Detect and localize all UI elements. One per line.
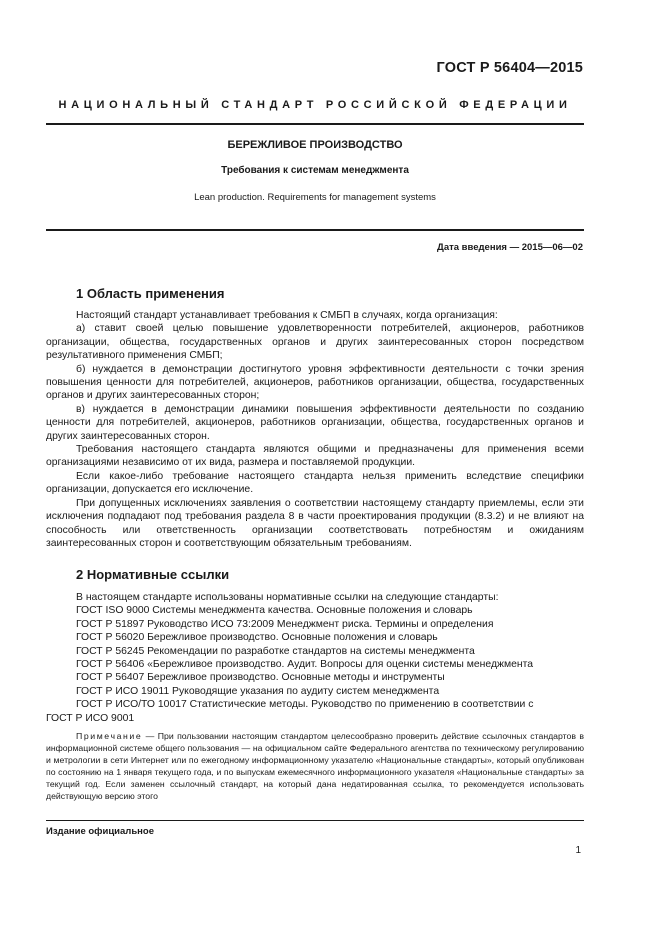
document-subtitle: Требования к системам менеджмента [221, 165, 409, 176]
intro-date: Дата введения — 2015—06—02 [437, 242, 583, 253]
bottom-rule [46, 820, 584, 821]
paragraph: При допущенных исключениях заявления о соответствии настоящему стандарту приемлемы, если эти исключения подпадают под требования раздела 8 в части проектирования продукции (8.3.2) и не влияют на способность или ответственность организации соответствовать потребностям и ожиданиям заинтересованных сторон и соответствующим обязательным требованиям. [46, 497, 584, 549]
national-standard-banner: НАЦИОНАЛЬНЫЙ СТАНДАРТ РОССИЙСКОЙ ФЕДЕРАЦИИ [58, 99, 572, 111]
reference-item-continuation: ГОСТ Р ИСО 9001 [46, 712, 135, 724]
reference-item: ГОСТ Р ИСО/ТО 10017 Статистические методы. Руководство по применению в соответствии с [76, 699, 534, 711]
paragraph: В настоящем стандарте использованы нормативные ссылки на следующие стандарты: [76, 592, 499, 603]
paragraph: Настоящий стандарт устанавливает требования к СМБП в случаях, когда организация: [76, 310, 498, 321]
paragraph: а) ставит своей целью повышение удовлетворенности потребителей, акционеров, работников организации, общества, государственных органов и других заинтересованных сторон посредством результативного применения СМБП; [46, 323, 584, 362]
paragraph: Если какое-либо требование настоящего стандарта нельзя применить вследствие специфики организации, допускается его исключение. [46, 470, 584, 496]
paragraph: б) нуждается в демонстрации достигнутого уровня эффективности деятельности с точки зрения повышения ценности для потребителей, акционеров, работников организации, общества, государственных органов и других заинтересованных сторон; [46, 363, 584, 402]
reference-item: ГОСТ Р 56407 Бережливое производство. Основные методы и инструменты [76, 672, 445, 684]
note [46, 730, 584, 803]
reference-item: ГОСТ Р 56406 «Бережливое производство. Аудит. Вопросы для оценки системы менеджмента [76, 659, 534, 671]
reference-item: ГОСТ Р 56245 Рекомендации по разработке стандартов на системы менеджмента [76, 645, 475, 657]
section-1-body [46, 309, 584, 550]
reference-item: ГОСТ Р ИСО 19011 Руководящие указания по аудиту систем менеджмента [76, 685, 440, 697]
section-2-body [46, 591, 584, 725]
note-text: — При пользовании настоящим стандартом целесообразно проверить действие ссылочных стандартов в информационной системе общего пользования — на официальном сайте Федерального агентства по техническому регулированию и метрологии в сети Интернет или по ежегодному информационному указателю «Национальные стандарты», который опубликован по состоянию на 1 января текущего года, и по выпускам ежемесячного информационного указателя «Национальные стандарты» за текущий год. Если заменен ссылочный стандарт, на который дана недатированная ссылка, то рекомендуется использовать действующую версию этого [46, 731, 584, 802]
gost-code: ГОСТ Р 56404—2015 [436, 60, 583, 76]
document-title: БЕРЕЖЛИВОЕ ПРОИЗВОДСТВО [227, 139, 403, 151]
paragraph: в) нуждается в демонстрации динамики повышения эффективности деятельности по созданию ценности для потребителей, акционеров, работников организации, общества, государственных органов и других заинтересованных сторон. [46, 403, 584, 442]
reference-item: ГОСТ Р 51897 Руководство ИСО 73:2009 Менеджмент риска. Термины и определения [76, 618, 494, 630]
reference-item: ГОСТ ISO 9000 Системы менеджмента качества. Основные положения и словарь [76, 605, 473, 617]
paragraph: Требования настоящего стандарта являются общими и предназначены для применения всеми организациями независимо от их вида, размера и поставляемой продукции. [46, 444, 584, 469]
section-1-heading: 1 Область применения [76, 286, 225, 301]
note-label: Примечание [76, 731, 143, 741]
middle-rule [46, 229, 584, 231]
edition-label: Издание официальное [46, 826, 154, 837]
english-title: Lean production. Requirements for management systems [194, 192, 436, 203]
top-rule [46, 123, 584, 125]
section-2-heading: 2 Нормативные ссылки [76, 567, 230, 582]
reference-item: ГОСТ Р 56020 Бережливое производство. Основные положения и словарь [76, 632, 438, 644]
page-number: 1 [575, 845, 581, 856]
